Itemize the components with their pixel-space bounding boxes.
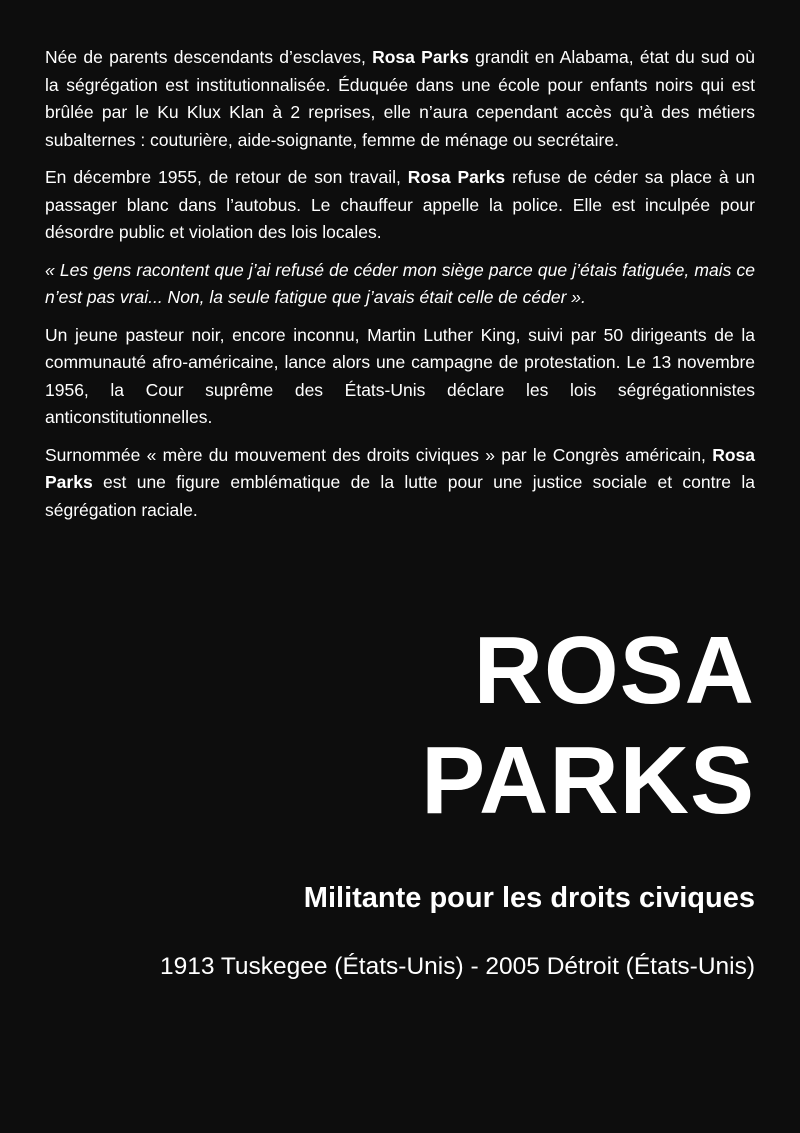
title-line-2: PARKS xyxy=(421,727,755,834)
bold-name: Rosa Parks xyxy=(372,47,469,67)
page-title xyxy=(421,616,755,836)
bio-paragraph-1 xyxy=(45,44,755,154)
bold-name: Rosa Parks xyxy=(407,167,506,187)
bio-paragraph-2 xyxy=(45,164,755,247)
biography-text xyxy=(45,44,755,534)
subtitle: Militante pour les droits civiques xyxy=(303,882,755,914)
life-dates: 1913 Tuskegee (États-Unis) - 2005 Détroit (États-Unis) xyxy=(159,953,755,980)
bio-text: Née de parents descendants d’esclaves, xyxy=(45,47,373,67)
bio-paragraph-3: Un jeune pasteur noir, encore inconnu, Martin Luther King, suivi par 50 dirigeants de la communauté afro-américaine, lance alors une campagne de protestation. Le 13 novembre 1956, la Cour suprême des États-Unis déclare les lois ségrégationnistes anticonstitutionnelles. xyxy=(45,324,755,427)
bio-text: En décembre 1955, de retour de son travail, xyxy=(45,167,408,187)
title-line-1: ROSA xyxy=(473,617,755,724)
bio-text: grandit en Alabama, état du sud où la ségrégation est institutionnalisée. Éduquée dans une école pour enfants noirs qui est brûlée par le Ku Klux Klan à 2 reprises, elle n’aura cependant accès qu’à des métiers subalternes : couturière, aide-soignante, femme de ménage ou secrétaire. xyxy=(45,47,755,150)
bio-text: refuse de céder sa place à un passager blanc dans l’autobus. Le chauffeur appelle la police. Elle est inculpée pour désordre public et violation des lois locales. xyxy=(45,167,755,242)
bio-text: Surnommée « mère du mouvement des droits civiques » par le Congrès américain, xyxy=(45,444,713,465)
bio-text: est une figure emblématique de la lutte pour une justice sociale et contre la ségrégation raciale. xyxy=(45,472,755,520)
quote-paragraph: « Les gens racontent que j’ai refusé de céder mon siège parce que j’étais fatiguée, mais ce n’est pas vrai... Non, la seule fatigue que j’avais était celle de céder ». xyxy=(45,259,755,307)
bold-name: Rosa Parks xyxy=(45,444,755,492)
bio-paragraph-4 xyxy=(45,442,755,525)
